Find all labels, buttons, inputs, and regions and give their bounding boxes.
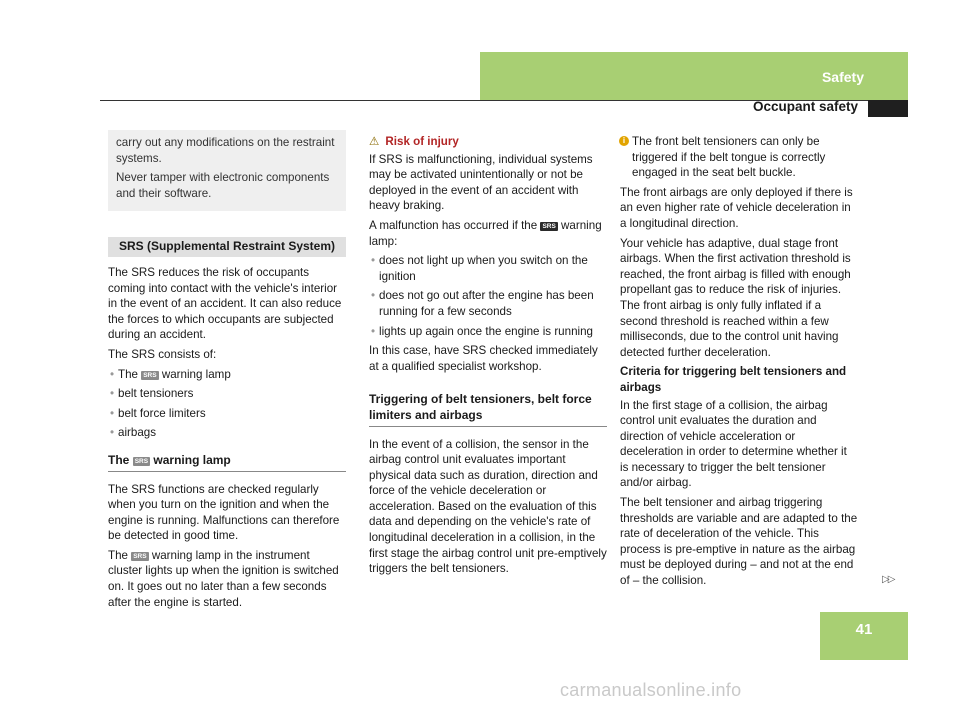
info-note: i The front belt tensioners can only be triggered if the belt tongue is correctly engaged in the seat belt buckle. xyxy=(620,134,858,181)
list-item: • airbags xyxy=(108,425,346,441)
column-left xyxy=(108,130,346,614)
list-item: • The SRS warning lamp xyxy=(108,367,346,383)
box-text: carry out any modifications on the restraint systems. xyxy=(116,136,335,165)
section-tab xyxy=(480,52,908,100)
srs-lamp-icon: SRS xyxy=(143,371,157,379)
list-item: • belt force limiters xyxy=(108,406,346,422)
paragraph: The belt tensioner and airbag triggering thresholds are variable and are adapted to the rate of deceleration of the vehicle. This process is pre-emptive in nature as the airbag must be deployed during – and not at the end of – the collision. xyxy=(620,496,858,588)
srs-lamp-icon: SRS xyxy=(133,552,147,560)
header-marker xyxy=(868,100,908,117)
page-number: 41 xyxy=(855,621,873,638)
paragraph: The front airbags are only deployed if there is an even higher rate of vehicle deceleration in a longitudinal direction. xyxy=(620,185,853,230)
warning-triangle-icon: ⚠ xyxy=(369,135,380,148)
srs-lamp-icon: SRS xyxy=(542,222,556,230)
paragraph: If SRS is malfunctioning, individual systems may be activated unintentionally or not be deployed in the event of an accident with heavy braking. xyxy=(369,152,593,213)
box-text: Never tamper with electronic components and their software. xyxy=(116,171,330,200)
paragraph: The SRS functions are checked regularly when you turn on the ignition and when the engine is running. Malfunctions can therefore be detected in good time. xyxy=(108,482,340,543)
page-number-box xyxy=(820,612,908,660)
list-item: • belt tensioners xyxy=(108,386,346,402)
column-middle xyxy=(369,134,607,581)
criteria-heading: Criteria for triggering belt tensioners and airbags xyxy=(620,365,847,394)
warning-continuation-box xyxy=(108,130,346,211)
srs-components-list xyxy=(108,367,346,441)
paragraph: The SRS reduces the risk of occupants coming into contact with the vehicle's interior in the event of an accident. It can also reduce the forces to which occupants are subjected during an accident. xyxy=(108,265,342,342)
continue-arrow-icon: ▷▷ xyxy=(882,574,894,585)
subheading-triggering: Triggering of belt tensioners, belt force limiters and airbags xyxy=(369,392,607,426)
paragraph: A malfunction has occurred if the SRS warning lamp: xyxy=(369,218,602,248)
paragraph: In this case, have SRS checked immediately at a qualified specialist workshop. xyxy=(369,344,598,373)
watermark: carmanualsonline.info xyxy=(560,680,742,700)
list-item: • does not go out after the engine has been running for a few seconds xyxy=(369,288,607,319)
paragraph: In the event of a collision, the sensor in the airbag control unit evaluates important physical data such as duration, direction and force of the vehicle deceleration or acceleration. Based on the evaluation of this data and depending on the vehicle's rate of longitudinal deceleration in a collision, in the first stage the airbag control unit pre-emptively triggers the belt tensioners. xyxy=(369,437,607,576)
list-item: • lights up again once the engine is running xyxy=(369,324,607,340)
section-title: Safety xyxy=(821,69,864,85)
srs-lamp-icon: SRS xyxy=(134,457,149,465)
paragraph: Your vehicle has adaptive, dual stage front airbags. When the first activation threshold is reached, the front airbag is filled with enough propellant gas to reduce the risk of injuries. The front airbag is only fully inflated if a second threshold is reached within a few milliseconds, due to the control unit having detected further deceleration. xyxy=(620,236,851,359)
risk-heading: ⚠ Risk of injury xyxy=(369,135,459,148)
paragraph: The SRS warning lamp in the instrument cluster lights up when the ignition is switched on. It goes out no later than a few seconds after the engine is started. xyxy=(108,548,339,609)
info-icon: i xyxy=(619,136,629,146)
subheading-warning-lamp: The SRS warning lamp xyxy=(108,453,346,472)
page-title: Occupant safety xyxy=(752,99,858,114)
paragraph: In the first stage of a collision, the airbag control unit evaluates the duration and direction of vehicle acceleration or deceleration in order to determine whether it is necessary to trigger the belt tensioner and/or airbag. xyxy=(620,398,847,490)
section-heading: SRS (Supplemental Restraint System) xyxy=(108,237,346,257)
column-right xyxy=(620,134,858,593)
malfunction-list xyxy=(369,253,607,339)
paragraph: The SRS consists of: xyxy=(108,347,217,361)
list-item: • does not light up when you switch on the ignition xyxy=(369,253,607,284)
